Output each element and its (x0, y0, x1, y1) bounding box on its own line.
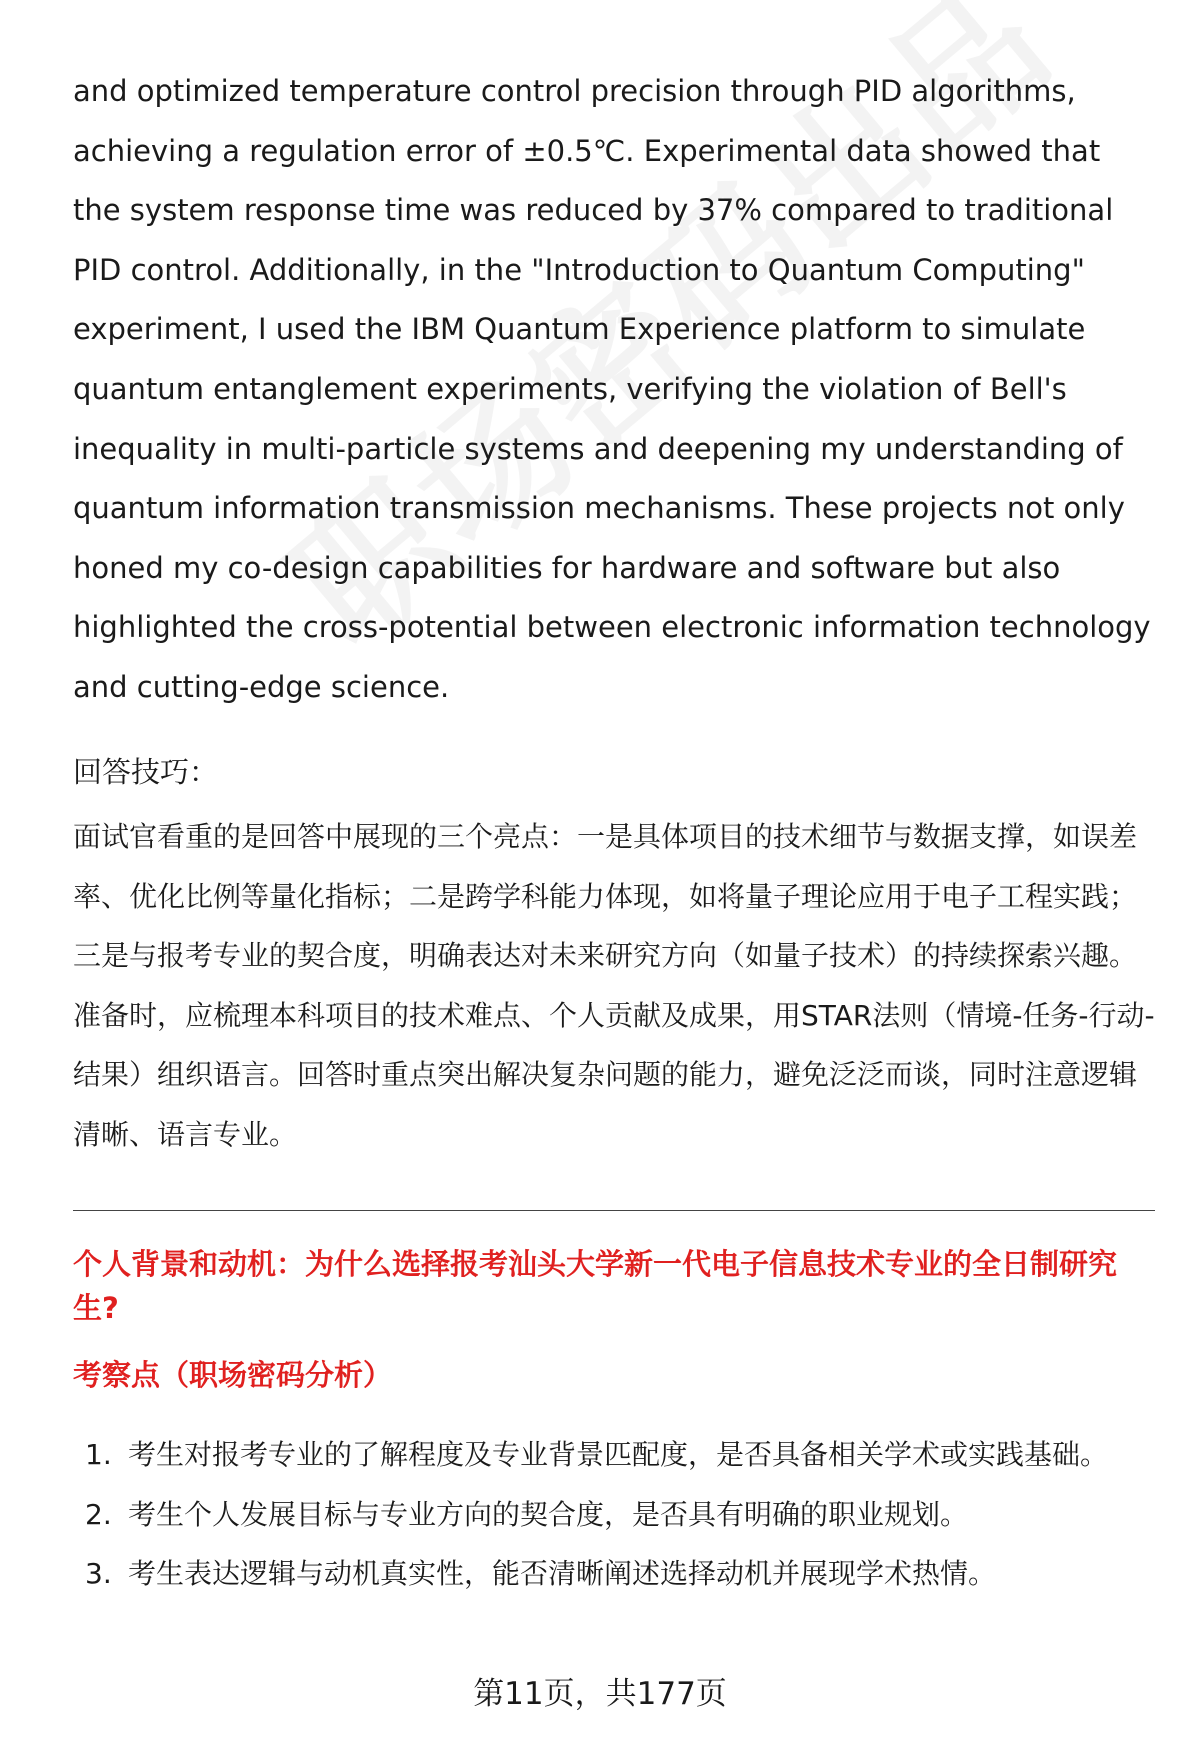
list-item-text: 考生个人发展目标与专业方向的契合度，是否具有明确的职业规划。 (128, 1497, 969, 1531)
assessment-points-heading: 考察点（职场密码分析） (73, 1358, 393, 1392)
list-item-text: 考生表达逻辑与动机真实性，能否清晰阐述选择动机并展现学术热情。 (128, 1557, 997, 1590)
list-item-number: 2. (85, 1497, 112, 1531)
section-question-title: 个人背景和动机：为什么选择报考汕头大学新一代电子信息技术专业的全日制研究生? (73, 1247, 1118, 1325)
assessment-points-list (0, 1425, 1200, 1604)
list-item-number: 3. (85, 1557, 112, 1590)
answer-tips-label: 回答技巧： (73, 755, 219, 789)
english-paragraph: and optimized temperature control precision through PID algorithms, achieving a regulation error of ±0.5℃. Experimental data showed that the system response time was reduced by 37% compared to traditional PID control. Additionally, in the "Introduction to Quantum Computing" experiment, I used the IBM Quantum Experience platform to simulate quantum entanglement experiments, verifying the violation of Bell's inequality in multi-particle systems and deepening my understanding of quantum information transmission mechanisms. These projects not only honed my co-design capabilities for hardware and software but also highlighted the cross-potential between electronic information technology and cutting-edge science. (73, 74, 1151, 704)
page-number: 第11页，共177页 (473, 1676, 727, 1712)
answer-tips-text: 面试官看重的是回答中展现的三个亮点：一是具体项目的技术细节与数据支撑，如误差率、优化比例等量化指标；二是跨学科能力体现，如将量子理论应用于电子工程实践；三是与报考专业的契合度，明确表达对未来研究方向（如量子技术）的持续探索兴趣。准备时，应梳理本科项目的技术难点、个人贡献及成果，用STAR法则（情境-任务-行动-结果）组织语言。回答时重点突出解决复杂问题的能力，避免泛泛而谈，同时注意逻辑清晰、语言专业。 (73, 820, 1155, 1151)
list-item (0, 1544, 1200, 1604)
list-item-text: 考生对报考专业的了解程度及专业背景匹配度，是否具备相关学术或实践基础。 (128, 1438, 1109, 1471)
list-item (0, 1425, 1200, 1485)
section-divider (73, 1210, 1155, 1211)
list-item-number: 1. (85, 1438, 112, 1471)
list-item (0, 1485, 1200, 1545)
